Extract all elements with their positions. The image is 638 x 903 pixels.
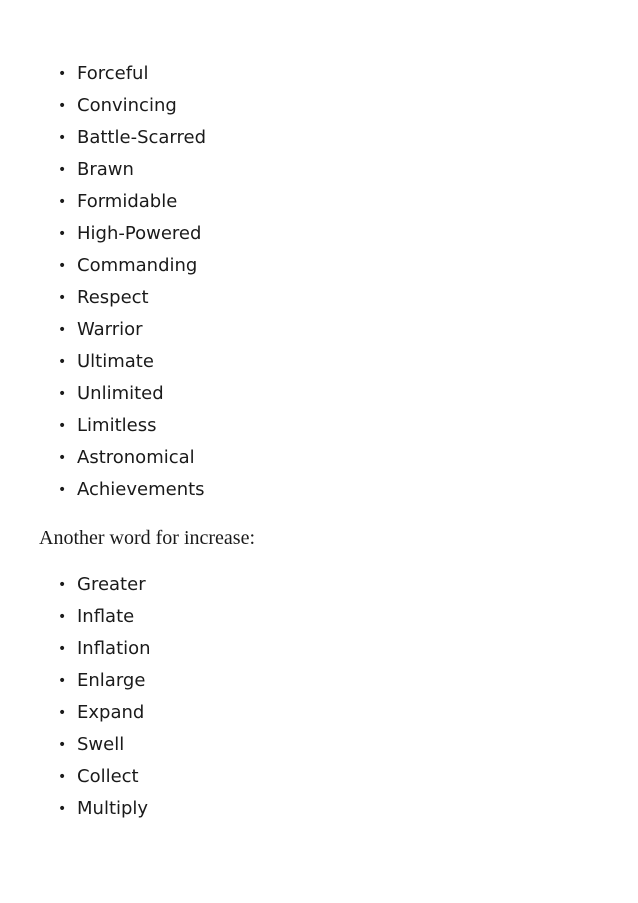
list-item-text: Swell bbox=[77, 734, 125, 755]
bullet-icon: • bbox=[58, 66, 67, 82]
list-item-text: Achievements bbox=[77, 479, 205, 500]
list-item-text: Respect bbox=[77, 287, 149, 308]
list-item-text: Unlimited bbox=[77, 383, 164, 404]
list-item-text: Warrior bbox=[77, 319, 143, 340]
list-item-text: Enlarge bbox=[77, 670, 146, 691]
list-item-text: Brawn bbox=[77, 159, 134, 180]
bullet-icon: • bbox=[58, 258, 67, 274]
bullet-icon: • bbox=[58, 737, 67, 753]
bullet-icon: • bbox=[58, 577, 67, 593]
list-item-text: Expand bbox=[77, 702, 145, 723]
bullet-icon: • bbox=[58, 769, 67, 785]
bullet-icon: • bbox=[58, 673, 67, 689]
section-heading: Another word for increase: bbox=[39, 527, 256, 549]
list-item-text: Forceful bbox=[77, 63, 149, 84]
bullet-icon: • bbox=[58, 450, 67, 466]
list-item-text: Astronomical bbox=[77, 447, 195, 468]
list-item-text: Multiply bbox=[77, 798, 149, 819]
list-item-text: Inflate bbox=[77, 606, 135, 627]
list-item-text: Inflation bbox=[77, 638, 151, 659]
bullet-icon: • bbox=[58, 194, 67, 210]
list-item-text: Ultimate bbox=[77, 351, 154, 372]
bullet-icon: • bbox=[58, 162, 67, 178]
list-item-text: Greater bbox=[77, 574, 146, 595]
list-item-text: Collect bbox=[77, 766, 139, 787]
bullet-icon: • bbox=[58, 801, 67, 817]
bullet-icon: • bbox=[58, 130, 67, 146]
list-item-text: Convincing bbox=[77, 95, 177, 116]
bullet-icon: • bbox=[58, 418, 67, 434]
list-item-text: High-Powered bbox=[77, 223, 202, 244]
bullet-icon: • bbox=[58, 641, 67, 657]
bullet-icon: • bbox=[58, 226, 67, 242]
list-item-text: Battle-Scarred bbox=[77, 127, 207, 148]
bullet-icon: • bbox=[58, 386, 67, 402]
bullet-icon: • bbox=[58, 290, 67, 306]
bullet-icon: • bbox=[58, 705, 67, 721]
bullet-icon: • bbox=[58, 482, 67, 498]
list-item-text: Formidable bbox=[77, 191, 178, 212]
bullet-icon: • bbox=[58, 609, 67, 625]
list-item-text: Commanding bbox=[77, 255, 198, 276]
bullet-icon: • bbox=[58, 322, 67, 338]
bullet-icon: • bbox=[58, 98, 67, 114]
bullet-icon: • bbox=[58, 354, 67, 370]
list-item-text: Limitless bbox=[77, 415, 157, 436]
